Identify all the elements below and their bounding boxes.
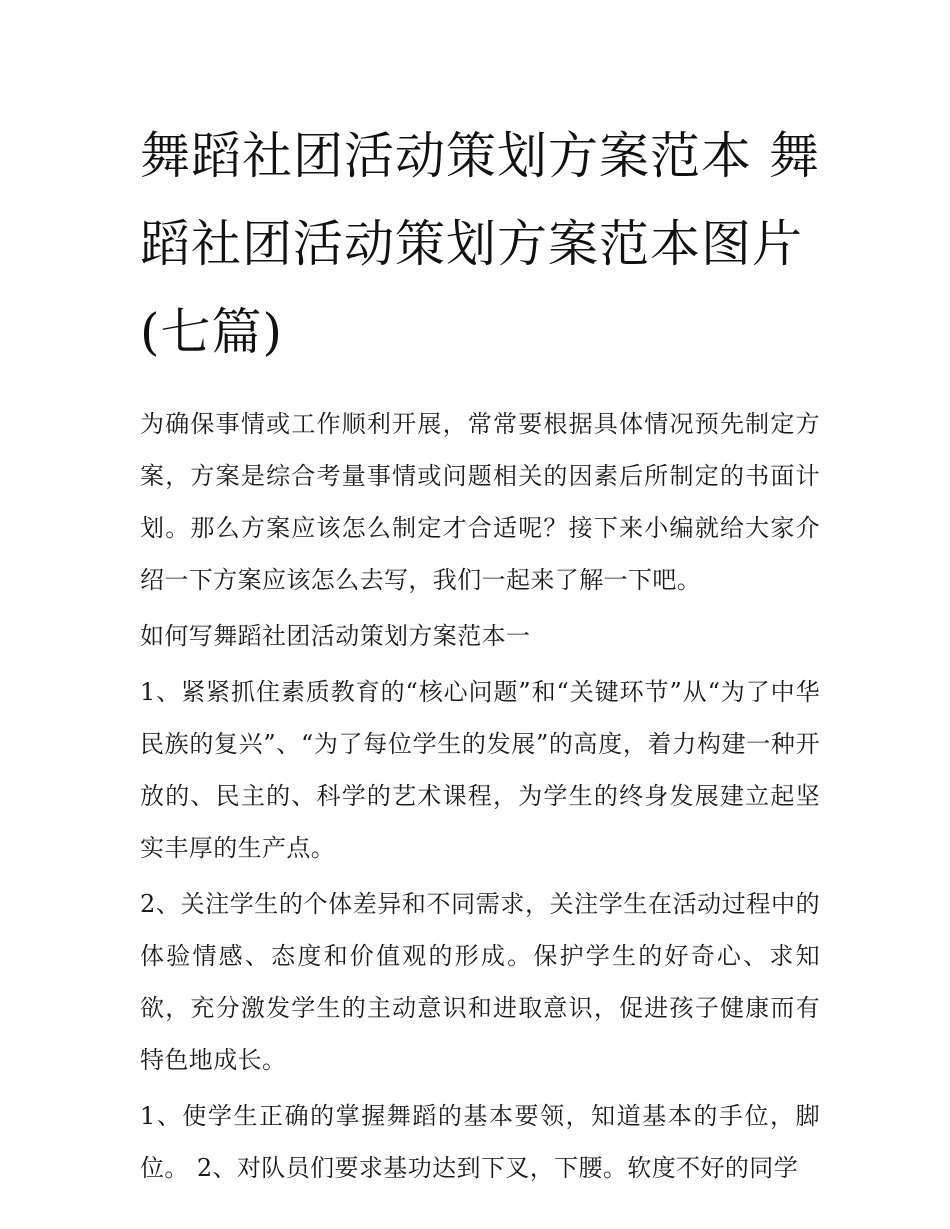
body-paragraph: 1、紧紧抓住素质教育的“核心问题”和“关键环节”从“为了中华民族的复兴”、“为了每位学生的发展”的高度，着力构建一种开放的、民主的、科学的艺术课程，为学生的终身发展建立起坚实丰厚的生产点。: [140, 678, 820, 862]
body-paragraph: 1、使学生正确的掌握舞蹈的基本要领，知道基本的手位，脚位。 2、对队员们要求基功达到下叉，下腰。软度不好的同学: [140, 1102, 820, 1182]
section-heading: 如何写舞蹈社团活动策划方案范本一: [140, 622, 531, 650]
intro-paragraph: 为确保事情或工作顺利开展，常常要根据具体情况预先制定方案，方案是综合考量事情或问题相关的因素后所制定的书面计划。那么方案应该怎么制定才合适呢？接下来小编就给大家介绍一下方案应该怎么去写，我们一起来了解一下吧。: [140, 410, 820, 594]
body-paragraph: 2、关注学生的个体差异和不同需求，关注学生在活动过程中的体验情感、态度和价值观的形成。保护学生的好奇心、求知欲，充分激发学生的主动意识和进取意识，促进孩子健康而有特色地成长。: [140, 890, 820, 1074]
document-page: [140, 112, 820, 1194]
document-title: 舞蹈社团活动策划方案范本 舞蹈社团活动策划方案范本图片(七篇): [140, 127, 820, 361]
